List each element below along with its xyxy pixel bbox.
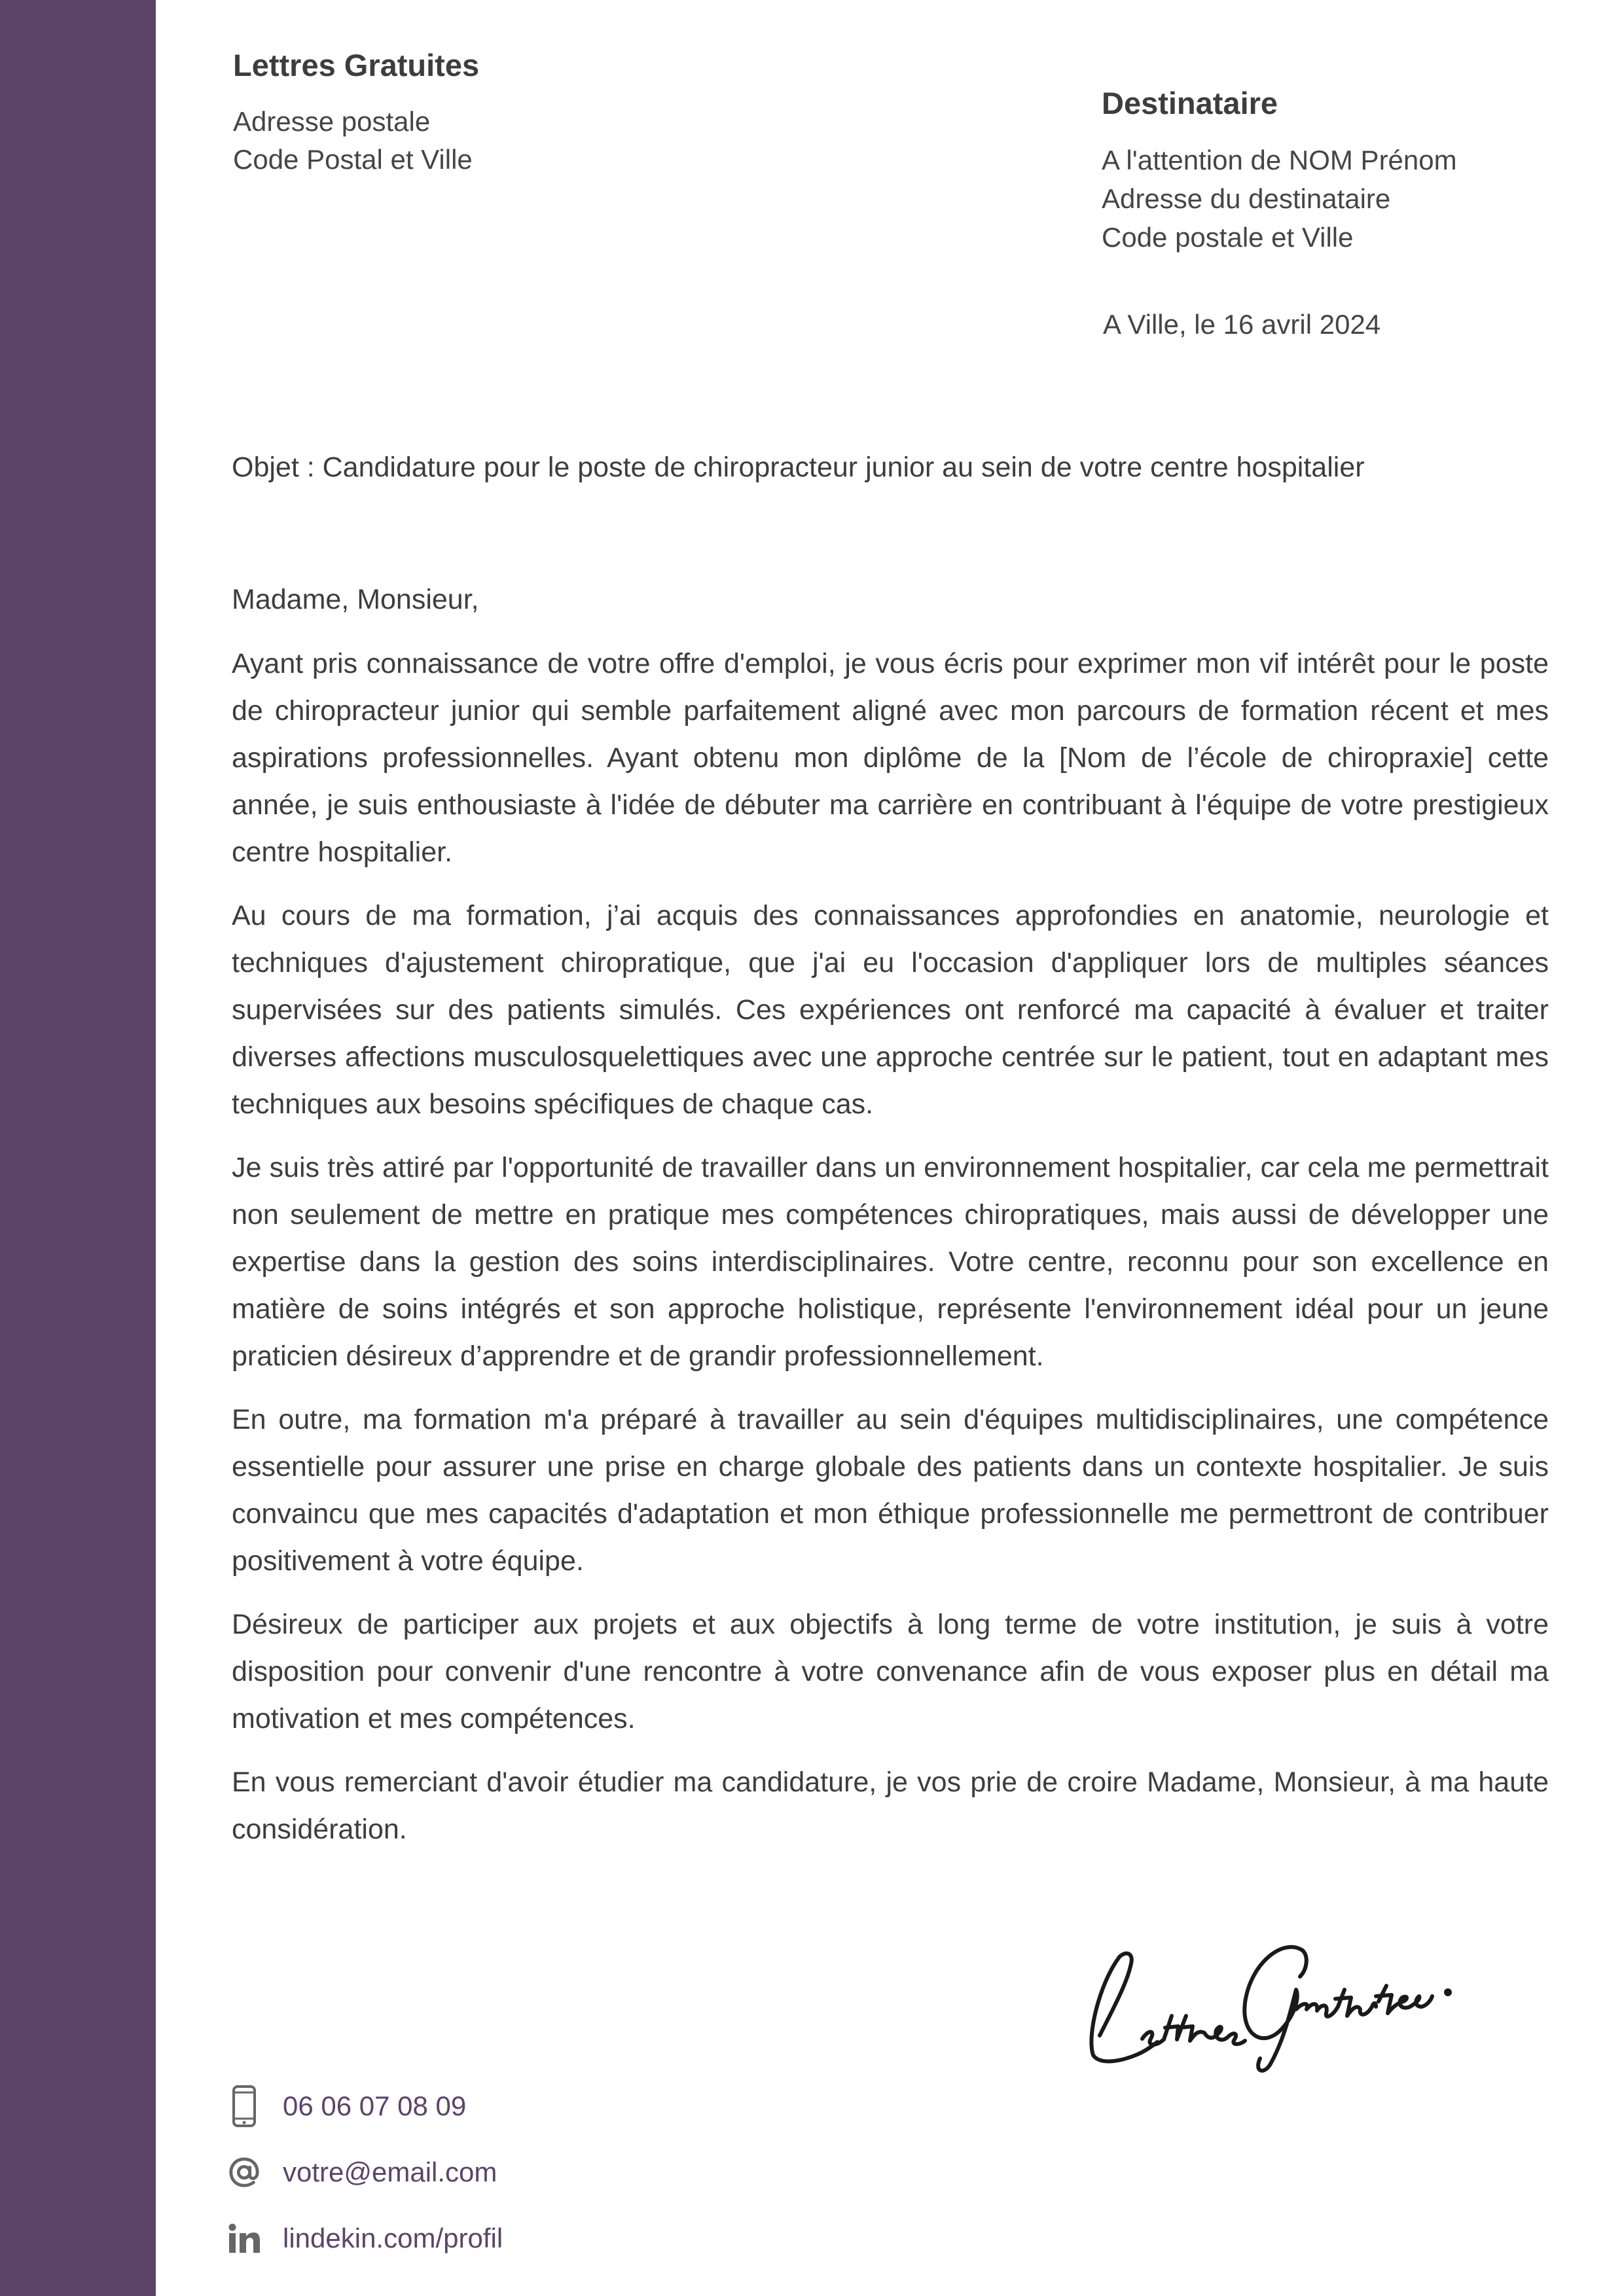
handwritten-signature [1074,1911,1466,2081]
body-paragraph-2: Au cours de ma formation, j’ai acquis des connaissances approfondies en anatomie, neurologie et techniques d'ajustement chiropratique, que j'ai eu l'occasion d'appliquer lors de multiples séances supervisées sur des patients simulés. Ces expériences ont renforcé ma capacité à évaluer et traiter diverses affections musculosquelettiques avec une approche centrée sur le patient, tout en adaptant mes techniques aux besoins spécifiques de chaque cas. [232,900,1549,1120]
body-paragraph-1: Ayant pris connaissance de votre offre d'emploi, je vous écris pour exprimer mon vif intérêt pour le poste de chiropracteur junior qui semble parfaitement aligné avec mon parcours de formation récent et mes aspirations professionnelles. Ayant obtenu mon diplôme de la [Nom de l’école de chiropraxie] cette année, je suis enthousiaste à l'idée de débuter ma carrière en contribuant à l'équipe de votre prestigieux centre hospitalier. [232,648,1549,868]
body-paragraph-4: En outre, ma formation m'a préparé à travailler au sein d'équipes multidisciplinaires, une compétence essentielle pour assurer une prise en charge globale des patients dans un contexte hospitalier. Je suis convaincu que mes capacités d'adaptation et mon éthique professionnelle me permettront de contribuer positivement à votre équipe. [232,1404,1549,1577]
linkedin-icon [228,2215,261,2261]
phone-icon [228,2083,261,2129]
recipient-block [1102,85,1457,257]
sender-block [233,47,479,179]
letter-body [232,576,1549,1869]
body-paragraph-3: Je suis très attiré par l'opportunité de travailler dans un environnement hospitalier, car cela me permettrait non seulement de mettre en pratique mes compétences chiropratiques, mais aussi de développer une expertise dans la gestion des soins interdisciplinaires. Votre centre, reconnu pour son excellence en matière de soins intégrés et son approche holistique, représente l'environnement idéal pour un jeune praticien désireux d’apprendre et de grandir professionnellement. [232,1152,1549,1372]
contact-phone[interactable] [228,2083,466,2129]
linkedin-profile[interactable]: lindekin.com/profil [283,2223,503,2253]
recipient-address-line1: Adresse du destinataire [1102,183,1391,214]
sender-name: Lettres Gratuites [233,48,480,82]
letter-date: A Ville, le 16 avril 2024 [1103,309,1381,340]
at-icon [228,2149,261,2195]
email-address[interactable]: votre@email.com [283,2157,497,2187]
contact-email[interactable] [228,2149,497,2195]
contact-linkedin[interactable] [228,2215,503,2261]
recipient-attention: A l'attention de NOM Prénom [1102,145,1457,175]
recipient-title: Destinataire [1102,86,1278,120]
sender-address-line2: Code Postal et Ville [233,144,473,175]
salutation: Madame, Monsieur, [232,584,479,615]
sidebar-band [0,0,156,2296]
sender-address-line1: Adresse postale [233,106,431,137]
phone-number[interactable]: 06 06 07 08 09 [283,2090,467,2121]
letter-subject: Objet : Candidature pour le poste de chiropracteur junior au sein de votre centre hospitalier [232,452,1365,483]
recipient-address-line2: Code postale et Ville [1102,222,1354,253]
body-paragraph-6: En vous remerciant d'avoir étudier ma candidature, je vos prie de croire Madame, Monsieur, à ma haute considération. [232,1767,1549,1845]
body-paragraph-5: Désireux de participer aux projets et aux objectifs à long terme de votre institution, je suis à votre disposition pour convenir d'une rencontre à votre convenance afin de vous exposer plus en détail ma motivation et mes compétences. [232,1609,1549,1734]
